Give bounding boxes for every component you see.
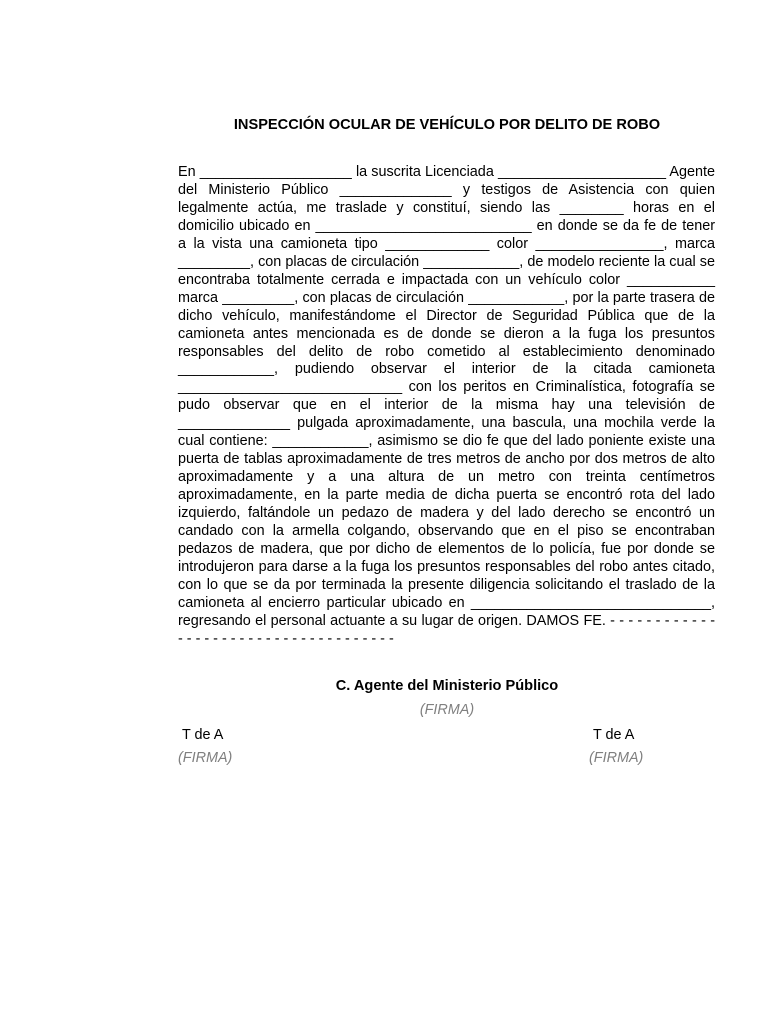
- document-title: INSPECCIÓN OCULAR DE VEHÍCULO POR DELITO DE ROBO: [233, 117, 661, 133]
- witness-right-label: T de A: [593, 727, 635, 743]
- document-body: En ___________________ la suscrita Licenciada _____________________ Agente del Ministerio Público ______________ y testigos de Asistencia con quien legalmente actúa, me traslade y constituí, siendo las ________ horas en el domicilio ubicado en ___________________________ en donde se da fe de tener a la vista una camioneta tipo _____________ color ________________, marca _________, con placas de circulación ____________, de modelo reciente la cual se encontraba totalmente cerrada e impactada con un vehículo color ___________ marca _________, con placas de circulación ____________, por la parte trasera de dicho vehículo, manifestándome el Director de Seguridad Pública que de la camioneta antes mencionada es de donde se dieron a la fuga los presuntos responsables del delito de robo cometido al establecimiento denominado ____________, pudiendo observar el interior de la citada camioneta ____________________________ con los peritos en Criminalística, fotografía se pudo observar que en el interior de la misma hay una televisión de ______________ pulgada aproximadamente, una bascula, una mochila verde la cual contiene: ____________, asimismo se dio fe que del lado poniente existe una puerta de tablas aproximadamente de tres metros de ancho por dos metros de alto aproximadamente y a una altura de un metro con treinta centímetros aproximadamente, en la parte media de dicha puerta se encontró rota del lado izquierdo, faltándole un pedazo de madera y del lado derecho se encontró un candado con la armella colgando, observando que en el piso se encontraban pedazos de madera, que por dicho de elementos de lo policía, fue por donde se introdujeron para darse a la fuga los presuntos responsables del robo antes citado, con lo que se da por terminada la presente diligencia solicitando el traslado de la camioneta al encierro particular ubicado en ______________________________, regresando el personal actuante a su lugar de origen. DAMOS FE. - - - - - - - - - - - - - - - - - - - - - - - - - - - - - - - - - - - - -: [178, 164, 715, 647]
- witness-left-signature-placeholder: (FIRMA): [178, 750, 233, 766]
- witness-right-signature-placeholder: (FIRMA): [589, 750, 644, 766]
- witness-left-label: T de A: [182, 727, 224, 743]
- agent-signature-title: C. Agente del Ministerio Público: [335, 678, 559, 694]
- agent-signature-placeholder: (FIRMA): [419, 702, 475, 718]
